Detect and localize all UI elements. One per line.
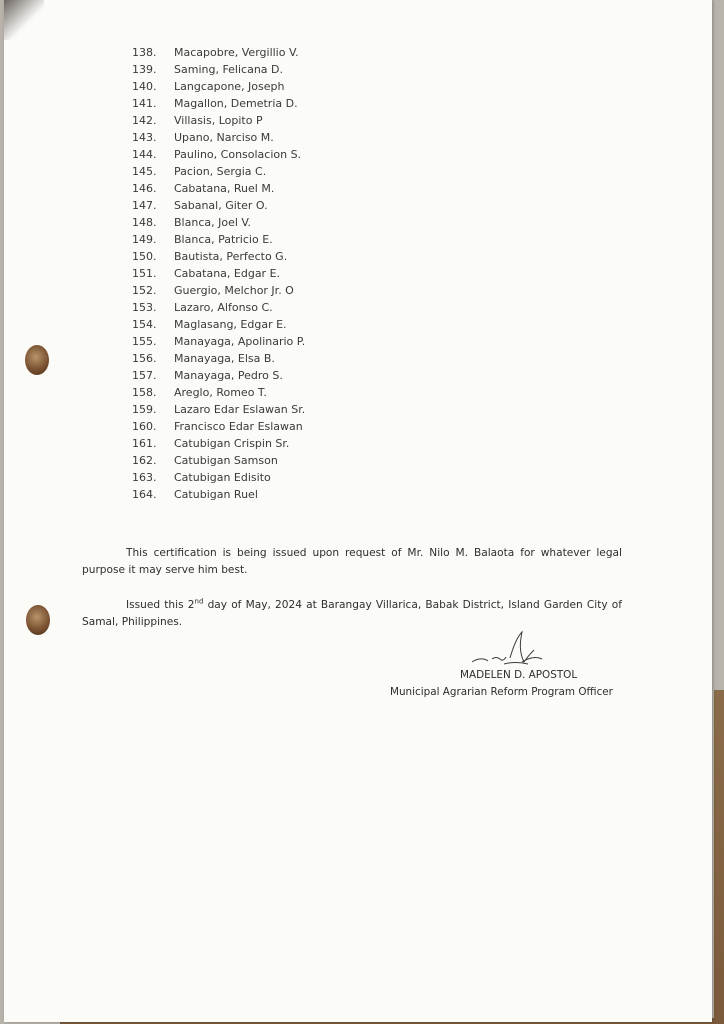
entry-number: 139. — [132, 63, 157, 76]
list-item — [132, 95, 305, 112]
list-item — [132, 214, 305, 231]
entry-name: Catubigan Ruel — [174, 488, 258, 501]
list-item — [132, 129, 305, 146]
entry-number: 161. — [132, 437, 157, 450]
entry-number: 153. — [132, 301, 157, 314]
entry-name: Lazaro Edar Eslawan Sr. — [174, 403, 306, 416]
list-item — [132, 265, 305, 282]
list-item — [132, 180, 305, 197]
entry-number: 158. — [132, 386, 157, 399]
list-item — [132, 146, 305, 163]
list-item — [132, 78, 305, 95]
entry-number: 143. — [132, 131, 157, 144]
entry-name: Catubigan Edisito — [174, 471, 271, 484]
punch-hole-bottom — [26, 605, 50, 635]
issued-text-start: Issued this 2 — [126, 599, 195, 611]
punch-hole-top — [25, 345, 49, 375]
list-item — [132, 197, 305, 214]
list-item — [132, 367, 305, 384]
entry-name: Lazaro, Alfonso C. — [174, 301, 273, 314]
entry-number: 157. — [132, 369, 157, 382]
signatory-name: MADELEN D. APOSTOL — [460, 669, 578, 681]
list-item — [132, 316, 305, 333]
list-item — [132, 350, 305, 367]
list-item — [132, 299, 305, 316]
entry-name: Saming, Felicana D. — [174, 63, 284, 76]
entry-name: Guergio, Melchor Jr. O — [174, 284, 294, 297]
certification-text: This certification is being issued upon request of Mr. Nilo M. Balaota for whatever legal purpose it may serve him best. — [82, 547, 622, 576]
entry-number: 146. — [132, 182, 157, 195]
entry-name: Magallon, Demetria D. — [174, 97, 298, 110]
entry-name: Manayaga, Pedro S. — [174, 369, 283, 382]
entry-number: 164. — [132, 488, 157, 501]
entry-number: 162. — [132, 454, 157, 467]
entry-number: 149. — [132, 233, 157, 246]
entry-name: Catubigan Samson — [174, 454, 278, 467]
entry-name: Maglasang, Edgar E. — [174, 318, 287, 331]
list-item — [132, 333, 305, 350]
entry-number: 150. — [132, 250, 157, 263]
list-item — [132, 231, 305, 248]
entry-name: Upano, Narciso M. — [174, 131, 274, 144]
list-item — [132, 469, 305, 486]
entry-number: 163. — [132, 471, 157, 484]
certification-paragraph — [82, 545, 622, 579]
entry-number: 155. — [132, 335, 157, 348]
entry-number: 142. — [132, 114, 157, 127]
entry-number: 159. — [132, 403, 157, 416]
entry-number: 145. — [132, 165, 157, 178]
issued-text-end: day of May, 2024 at Barangay Villarica, Babak District, Island Garden City of Samal, Philippines. — [82, 599, 622, 628]
entry-name: Sabanal, Giter O. — [174, 199, 268, 212]
signatory-title: Municipal Agrarian Reform Program Officer — [390, 686, 613, 698]
entry-name: Bautista, Perfecto G. — [174, 250, 288, 263]
entry-number: 141. — [132, 97, 157, 110]
table-edge-right — [714, 690, 724, 1024]
entry-name: Paulino, Consolacion S. — [174, 148, 302, 161]
list-item — [132, 163, 305, 180]
entry-number: 140. — [132, 80, 157, 93]
entry-name: Macapobre, Vergillio V. — [174, 46, 299, 59]
entry-number: 148. — [132, 216, 157, 229]
list-item — [132, 61, 305, 78]
list-item — [132, 248, 305, 265]
list-item — [132, 418, 305, 435]
entry-name: Manayaga, Elsa B. — [174, 352, 275, 365]
entry-number: 138. — [132, 46, 157, 59]
list-item — [132, 452, 305, 469]
entry-number: 144. — [132, 148, 157, 161]
list-item — [132, 486, 305, 503]
entry-name: Areglo, Romeo T. — [174, 386, 267, 399]
list-item — [132, 44, 305, 61]
page-corner-shadow — [4, 0, 44, 40]
entry-name: Catubigan Crispin Sr. — [174, 437, 290, 450]
issued-ordinal-suffix: nd — [194, 597, 204, 606]
entry-number: 147. — [132, 199, 157, 212]
document-page — [4, 0, 712, 1022]
entry-number: 151. — [132, 267, 157, 280]
entry-number: 152. — [132, 284, 157, 297]
list-item — [132, 384, 305, 401]
entry-name: Langcapone, Joseph — [174, 80, 285, 93]
entry-number: 154. — [132, 318, 157, 331]
entry-name: Pacion, Sergia C. — [174, 165, 267, 178]
issued-paragraph — [82, 597, 622, 631]
list-item — [132, 112, 305, 129]
list-item — [132, 401, 305, 418]
entry-name: Villasis, Lopito P — [174, 114, 263, 127]
entry-name: Cabatana, Edgar E. — [174, 267, 281, 280]
entry-name: Blanca, Joel V. — [174, 216, 251, 229]
beneficiary-list — [132, 44, 305, 503]
entry-name: Cabatana, Ruel M. — [174, 182, 275, 195]
entry-number: 156. — [132, 352, 157, 365]
list-item — [132, 282, 305, 299]
entry-name: Manayaga, Apolinario P. — [174, 335, 306, 348]
entry-name: Blanca, Patricio E. — [174, 233, 273, 246]
entry-number: 160. — [132, 420, 157, 433]
entry-name: Francisco Edar Eslawan — [174, 420, 303, 433]
list-item — [132, 435, 305, 452]
